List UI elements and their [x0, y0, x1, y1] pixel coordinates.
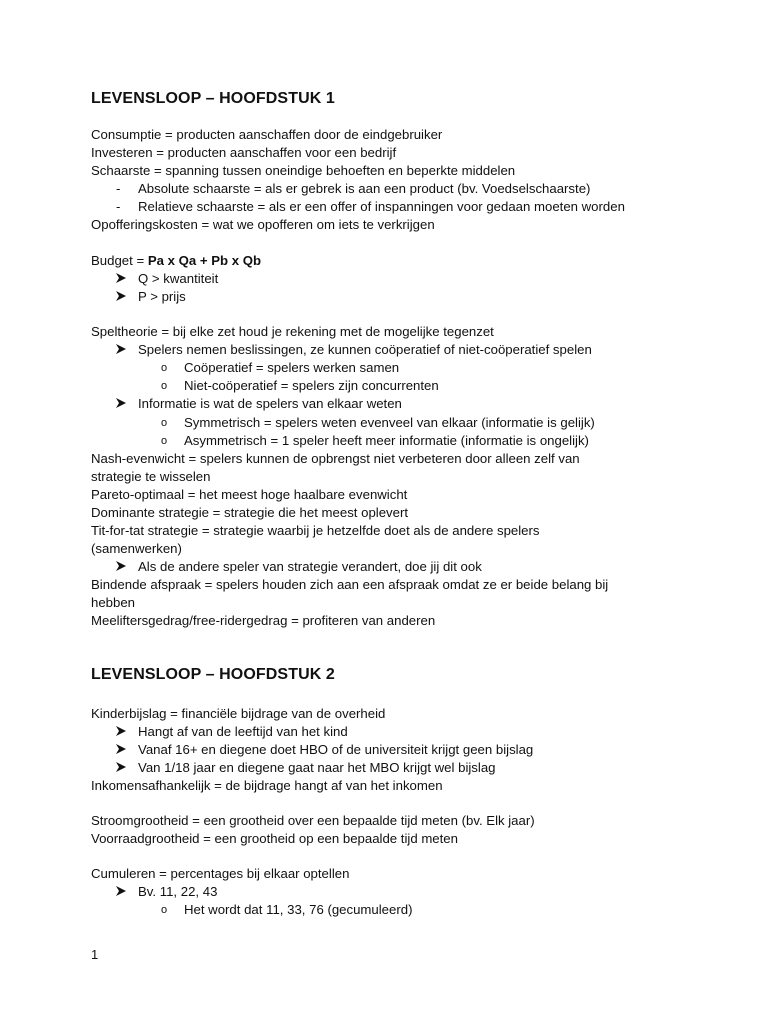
list-item-text: Spelers nemen beslissingen, ze kunnen coöperatief of niet-coöperatief spelen	[138, 342, 592, 357]
text-line: (samenwerken)	[91, 541, 182, 556]
section-1-heading: LEVENSLOOP – HOOFDSTUK 1	[91, 90, 335, 107]
text-line: Stroomgrootheid = een grootheid over een bepaalde tijd meten (bv. Elk jaar)	[91, 813, 535, 828]
list-item-text: Hangt af van de leeftijd van het kind	[138, 724, 348, 739]
text-line: Cumuleren = percentages bij elkaar optellen	[91, 866, 350, 881]
arrow-bullet-icon	[116, 288, 126, 306]
text-line: Schaarste = spanning tussen oneindige behoeften en beperkte middelen	[91, 163, 516, 178]
text-line: Bindende afspraak = spelers houden zich aan een afspraak omdat ze er beide belang bij	[91, 577, 609, 592]
circle-marker: o	[161, 362, 168, 374]
text-line: hebben	[91, 595, 136, 610]
dash-marker: -	[116, 181, 121, 196]
circle-marker: o	[161, 904, 168, 916]
text-line: Investeren = producten aanschaffen voor een bedrijf	[91, 145, 397, 160]
list-item-text: P > prijs	[138, 289, 186, 304]
arrow-bullet-icon	[116, 883, 126, 901]
circle-marker: o	[161, 380, 168, 392]
arrow-bullet-icon	[116, 741, 126, 759]
text-line: Pareto-optimaal = het meest hoge haalbare evenwicht	[91, 487, 408, 502]
text-line: Opofferingskosten = wat we opofferen om iets te verkrijgen	[91, 217, 435, 232]
list-item-text: Vanaf 16+ en diegene doet HBO of de universiteit krijgt geen bijslag	[138, 742, 534, 757]
sub-list-item-text: Asymmetrisch = 1 speler heeft meer informatie (informatie is ongelijk)	[184, 433, 589, 448]
arrow-bullet-icon	[116, 341, 126, 359]
text-line: Dominante strategie = strategie die het meest oplevert	[91, 505, 409, 520]
text-line: Inkomensafhankelijk = de bijdrage hangt af van het inkomen	[91, 778, 443, 793]
text-line: Speltheorie = bij elke zet houd je rekening met de mogelijke tegenzet	[91, 324, 494, 339]
sub-list-item-text: Het wordt dat 11, 33, 76 (gecumuleerd)	[184, 902, 413, 917]
budget-formula: Pa x Qa + Pb x Qb	[147, 253, 262, 268]
sub-list-item-text: Niet-coöperatief = spelers zijn concurrenten	[184, 378, 439, 393]
text-line: strategie te wisselen	[91, 469, 211, 484]
arrow-bullet-icon	[116, 395, 126, 413]
list-item-text: Absolute schaarste = als er gebrek is aan een product (bv. Voedselschaarste)	[138, 181, 591, 196]
list-item-text: Bv. 11, 22, 43	[138, 884, 218, 899]
circle-marker: o	[161, 417, 168, 429]
budget-line	[91, 252, 261, 270]
sub-list-item-text: Coöperatief = spelers werken samen	[184, 360, 400, 375]
text-line: Nash-evenwicht = spelers kunnen de opbrengst niet verbeteren door alleen zelf van	[91, 451, 580, 466]
list-item-text: Als de andere speler van strategie verandert, doe jij dit ook	[138, 559, 482, 574]
text-line: Meeliftersgedrag/free-ridergedrag = profiteren van anderen	[91, 613, 436, 628]
text-line: Tit-for-tat strategie = strategie waarbij je hetzelfde doet als de andere spelers	[91, 523, 540, 538]
page-number: 1	[91, 947, 99, 962]
list-item-text: Relatieve schaarste = als er een offer of inspanningen voor gedaan moeten worden	[138, 199, 625, 214]
arrow-bullet-icon	[116, 270, 126, 288]
arrow-bullet-icon	[116, 759, 126, 777]
list-item-text: Informatie is wat de spelers van elkaar weten	[138, 396, 402, 411]
list-item-text: Q > kwantiteit	[138, 271, 219, 286]
budget-label: Budget =	[91, 253, 148, 268]
arrow-bullet-icon	[116, 723, 126, 741]
list-item-text: Van 1/18 jaar en diegene gaat naar het MBO krijgt wel bijslag	[138, 760, 496, 775]
text-line: Consumptie = producten aanschaffen door de eindgebruiker	[91, 127, 443, 142]
sub-list-item-text: Symmetrisch = spelers weten evenveel van elkaar (informatie is gelijk)	[184, 415, 595, 430]
text-line: Voorraadgrootheid = een grootheid op een bepaalde tijd meten	[91, 831, 458, 846]
circle-marker: o	[161, 435, 168, 447]
section-2-heading: LEVENSLOOP – HOOFDSTUK 2	[91, 666, 335, 683]
dash-marker: -	[116, 199, 121, 214]
text-line: Kinderbijslag = financiële bijdrage van de overheid	[91, 706, 386, 721]
arrow-bullet-icon	[116, 558, 126, 576]
